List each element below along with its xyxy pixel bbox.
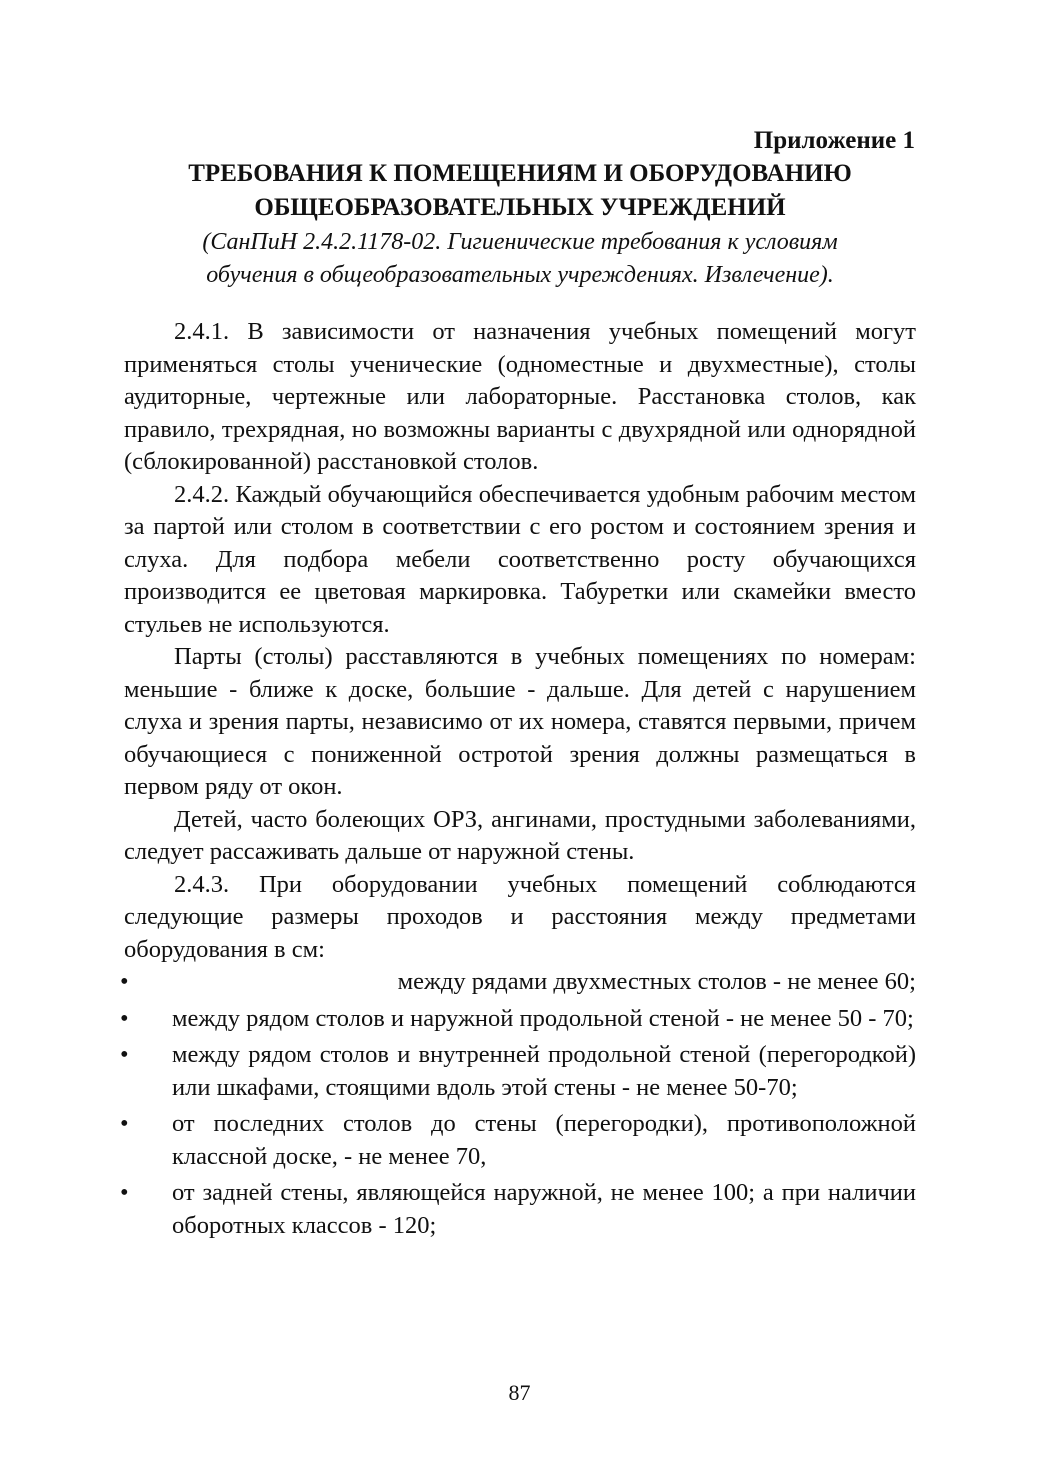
bullet-icon: • — [120, 968, 129, 995]
bullet-icon: • — [120, 1179, 129, 1206]
document-title-line: ТРЕБОВАНИЯ К ПОМЕЩЕНИЯМ И ОБОРУДОВАНИЮ — [188, 160, 852, 187]
paragraph-2-4-1: 2.4.1. В зависимости от назначения учебных помещений могут применяться столы ученические (одноместные и двухместные), столы аудиторные, чертежные или лабораторные. Расстановка столов, как правило, трехрядная, но возможны варианты с двухрядной или однорядной (сблокированной) расстановкой столов. — [124, 318, 916, 475]
document-title — [124, 157, 916, 225]
list-item — [120, 1003, 916, 1036]
paragraph-2-4-2: 2.4.2. Каждый обучающийся обеспечивается удобным рабочим местом за партой или столом в соответствии с его ростом и состоянием зрения и слуха. Для подбора мебели соответственно росту обучающихся производится ее цветовая маркировка. Табуретки или скамейки вместо стульев не используются. — [124, 480, 916, 638]
source-citation-line: (СанПиН 2.4.2.1178-02. Гигиенические требования к условиям — [202, 229, 838, 255]
bullet-icon: • — [120, 1110, 129, 1137]
paragraph-desk-placement: Парты (столы) расставляются в учебных помещениях по номерам: меньшие - ближе к доске, большие - дальше. Для детей с нарушением слуха и зрения парты, независимо от их номера, ставятся первыми, причем обучающиеся с пониженной остротой зрения должны размещаться в первом ряду от окон. — [124, 643, 916, 800]
list-item — [120, 1039, 916, 1104]
list-item — [120, 1108, 916, 1173]
document-body — [120, 316, 916, 1242]
list-item-text: от задней стены, являющейся наружной, не менее 100; а при наличии оборотных классов - 120; — [172, 1179, 916, 1239]
list-item — [120, 1177, 916, 1242]
document-title-line: ОБЩЕОБРАЗОВАТЕЛЬНЫХ УЧРЕЖДЕНИЙ — [254, 194, 786, 221]
bullet-icon: • — [120, 1004, 129, 1032]
source-citation-line: обучения в общеобразовательных учреждениях. Извлечение). — [206, 262, 834, 288]
list-item-text: между рядом столов и внутренней продольной стеной (перегородкой) или шкафами, стоящими вдоль этой стены - не менее 50-70; — [172, 1041, 916, 1101]
appendix-label: Приложение 1 — [753, 127, 915, 154]
list-item-text: между рядом столов и наружной продольной стеной - не менее 50 - 70; — [172, 1004, 914, 1032]
paragraph-frequently-ill-children: Детей, часто болеющих ОРЗ, ангинами, простудными заболеваниями, следует рассаживать дальше от наружной стены. — [124, 805, 916, 865]
bullet-icon: • — [120, 1041, 129, 1068]
distance-requirements-list — [120, 966, 916, 1242]
list-item-text: от последних столов до стены (перегородки), противоположной классной доске, - не менее 70, — [172, 1110, 916, 1170]
page-number: 87 — [508, 1380, 531, 1405]
list-item — [120, 966, 916, 999]
paragraph-2-4-3: 2.4.3. При оборудовании учебных помещений соблюдаются следующие размеры проходов и расстояния между предметами оборудования в см: — [124, 870, 916, 963]
list-item-text: между рядами двухместных столов - не менее 60; — [397, 968, 916, 995]
source-citation — [124, 226, 916, 292]
